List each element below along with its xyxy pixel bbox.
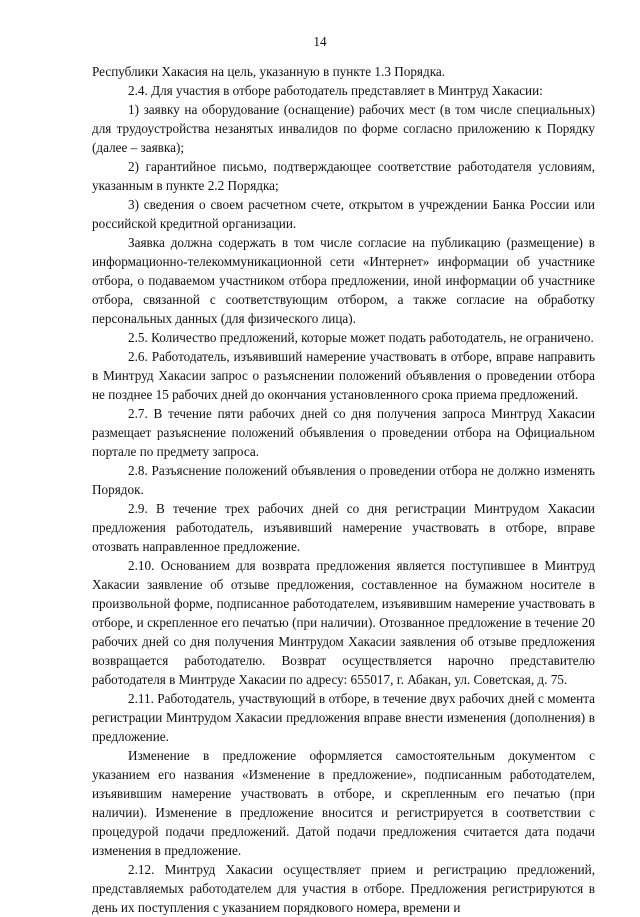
paragraph-application-content: Заявка должна содержать в том числе согласие на публикацию (размещение) в информационно-телекоммуникационной сети «Интернет» информации об участнике отбора, о подаваемом участником отбора предложении, иной информации об участнике отбора, связанной с соответствующим отбором, а также согласие на обработку персональных данных (для физического лица). xyxy=(92,235,595,326)
paragraph-2-11: 2.11. Работодатель, участвующий в отборе, в течение двух рабочих дней с момента регистрации Минтрудом Хакасии предложения вправе внести изменения (дополнения) в предложение. xyxy=(92,691,595,744)
paragraph-2-4: 2.4. Для участия в отборе работодатель представляет в Минтруд Хакасии: xyxy=(128,83,543,98)
paragraph-2-7: 2.7. В течение пяти рабочих дней со дня получения запроса Минтруд Хакасии размещает разъяснение положений объявления о проведении отбора на Официальном портале по предмету запроса. xyxy=(92,406,595,459)
paragraph-continuation: Республики Хакасия на цель, указанную в пункте 1.3 Порядка. xyxy=(92,64,446,79)
paragraph-2-12: 2.12. Минтруд Хакасии осуществляет прием и регистрацию предложений, представляемых работодателем для участия в отборе. Предложения регистрируются в день их поступления с указанием порядкового номера, времени и xyxy=(92,862,595,915)
paragraph-2-9: 2.9. В течение трех рабочих дней со дня регистрации Минтрудом Хакасии предложения работодатель, изъявивший намерение участвовать в отборе, вправе отозвать направленное предложение. xyxy=(92,501,595,554)
page-number: 14 xyxy=(313,34,327,49)
list-item-2: 2) гарантийное письмо, подтверждающее соответствие работодателя условиям, указанным в пункте 2.2 Порядка; xyxy=(92,159,595,193)
list-item-1: 1) заявку на оборудование (оснащение) рабочих мест (в том числе специальных) для трудоустройства незанятых инвалидов по форме согласно приложению к Порядку (далее – заявка); xyxy=(92,102,595,155)
paragraph-2-10: 2.10. Основанием для возврата предложения является поступившее в Минтруд Хакасии заявление об отзыве предложения, составленное на бумажном носителе в произвольной форме, подписанное работодателем, изъявившим намерение участвовать в отборе, и скрепленное его печатью (при наличии). Отозванное предложение в течение 20 рабочих дней со дня получения Минтрудом Хакасии заявления об отзыве предложения возвращается работодателю. Возврат осуществляется нарочно представителю работодателя в Минтруде Хакасии по адресу: 655017, г. Абакан, ул. Советская, д. 75. xyxy=(92,558,595,687)
paragraph-changes: Изменение в предложение оформляется самостоятельным документом с указанием его названия «Изменение в предложение», подписанным работодателем, изъявившим намерение участвовать в отборе, и скрепленным его печатью (при наличии). Изменение в предложение вносится и регистрируется в соответствии с процедурой подачи предложений. Датой подачи предложения считается дата подачи изменения в предложение. xyxy=(92,748,595,858)
paragraph-2-5: 2.5. Количество предложений, которые может подать работодатель, не ограничено. xyxy=(128,330,594,345)
document-body xyxy=(92,62,595,917)
list-item-3: 3) сведения о своем расчетном счете, открытом в учреждении Банка России или российской кредитной организации. xyxy=(92,197,595,231)
paragraph-2-6: 2.6. Работодатель, изъявивший намерение участвовать в отборе, вправе направить в Минтруд Хакасии запрос о разъяснении положений объявления о проведении отбора не позднее 15 рабочих дней до окончания установленного срока приема предложений. xyxy=(92,349,595,402)
paragraph-2-8: 2.8. Разъяснение положений объявления о проведении отбора не должно изменять Порядок. xyxy=(92,463,595,497)
